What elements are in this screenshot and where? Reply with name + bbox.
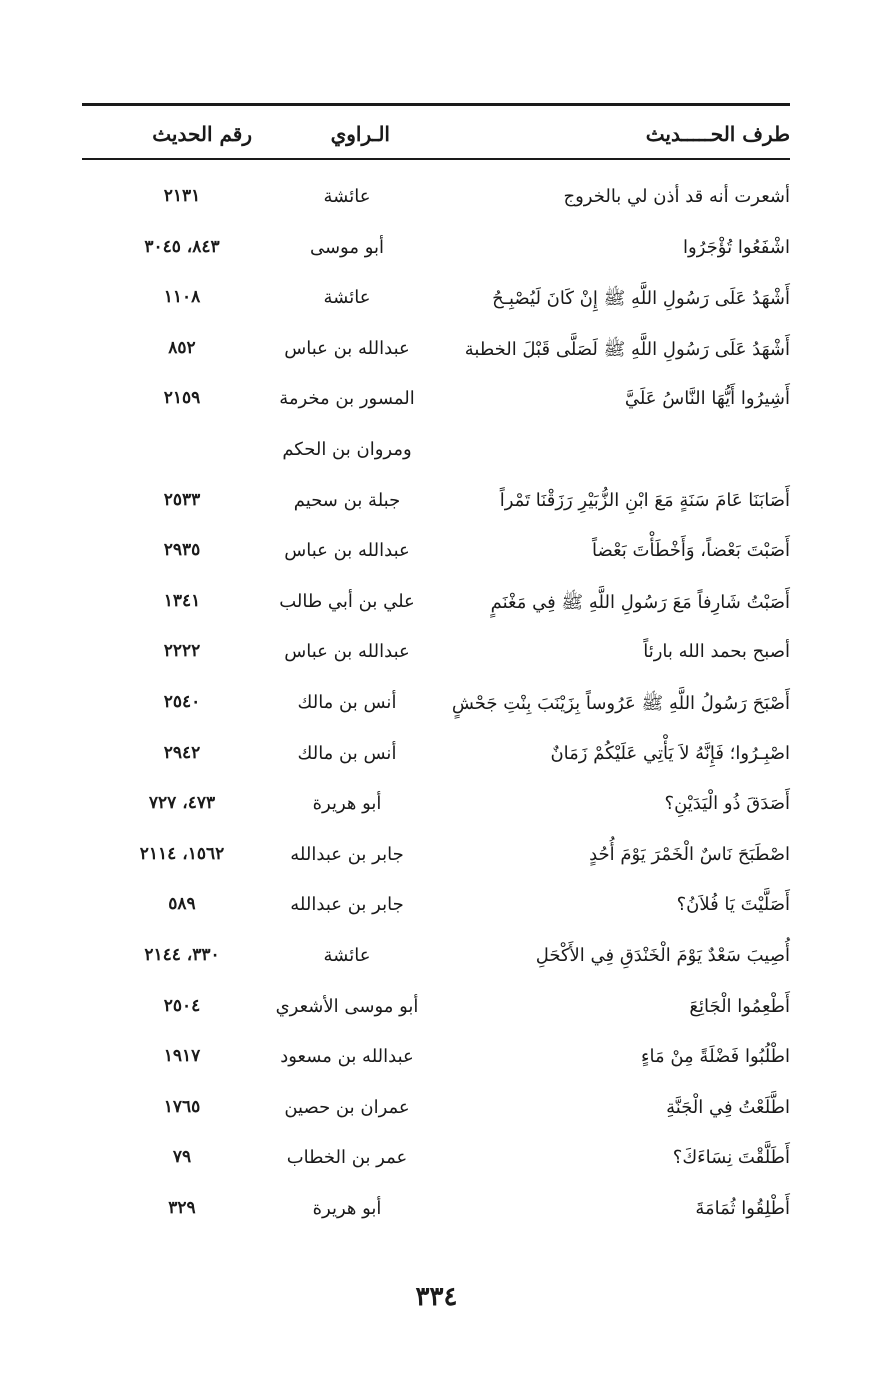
hadith-text: اطْلُبُوا فَضْلَةً مِنْ مَاءٍ bbox=[641, 1046, 790, 1068]
hadith-text: أَصَلَّيْتَ يَا فُلاَنُ؟ bbox=[676, 894, 790, 916]
table-row bbox=[82, 935, 790, 986]
narrator: جابر بن عبدالله bbox=[290, 843, 404, 865]
hadith-number: ٤٧٣، ٧٢٧ bbox=[148, 793, 216, 814]
narrator: أبو موسى الأشعري bbox=[275, 995, 419, 1017]
narrator: جابر بن عبدالله bbox=[290, 894, 404, 916]
table-row bbox=[82, 581, 790, 632]
narrator: أبو موسى bbox=[309, 236, 385, 258]
top-rule bbox=[82, 103, 790, 106]
table-row bbox=[82, 480, 790, 531]
hadith-number: ٢٩٤٢ bbox=[163, 742, 201, 763]
table-row bbox=[82, 682, 790, 733]
hadith-text: أَشْهَدُ عَلَى رَسُولِ اللَّهِ ﷺ إِنْ كَانَ لَيُصْبِـحُ bbox=[492, 288, 790, 310]
table-row bbox=[82, 1036, 790, 1087]
hadith-text: أَطْعِمُوا الْجَائِعَ bbox=[689, 995, 790, 1017]
table-row bbox=[82, 1137, 790, 1188]
hadith-number: ٢٩٣٥ bbox=[163, 540, 201, 561]
narrator: عبدالله بن عباس bbox=[284, 540, 410, 562]
page-number: ٣٣٤ bbox=[415, 1282, 458, 1312]
hadith-index-table bbox=[82, 176, 790, 1238]
narrator: علي بن أبي طالب bbox=[279, 590, 415, 612]
table-row bbox=[82, 986, 790, 1037]
hadith-number: ١١٠٨ bbox=[163, 287, 201, 308]
hadith-number: ١٣٤١ bbox=[163, 590, 201, 611]
table-row bbox=[82, 783, 790, 834]
hadith-number: ٢١٥٩ bbox=[163, 388, 201, 409]
hadith-text: أصبح بحمد الله بارئاً bbox=[643, 641, 790, 663]
table-row bbox=[82, 1087, 790, 1138]
hadith-text: أَشِيرُوا أَيُّهَا النَّاسُ عَلَيَّ bbox=[624, 388, 790, 410]
table-row bbox=[82, 277, 790, 328]
hadith-text: أَطْلِقُوا ثُمَامَةَ bbox=[695, 1197, 790, 1219]
hadith-number: ٣٢٩ bbox=[168, 1197, 196, 1218]
header-number: رقم الحديث bbox=[152, 122, 252, 146]
header-hadith: طرف الحـــــديث bbox=[645, 122, 790, 146]
hadith-number: ١٧٦٥ bbox=[163, 1096, 201, 1117]
table-row bbox=[82, 1188, 790, 1239]
hadith-text: أُصِيبَ سَعْدٌ يَوْمَ الْخَنْدَقِ فِي الأَكْحَلِ bbox=[535, 944, 790, 966]
hadith-text: اصْبِـرُوا؛ فَإِنَّهُ لاَ يَأْتِي عَلَيْكُمْ زَمَانٌ bbox=[550, 742, 790, 764]
narrator: عمر بن الخطاب bbox=[286, 1147, 408, 1169]
header-rule bbox=[82, 158, 790, 160]
hadith-text: أَصَدَقَ ذُو الْيَدَيْنِ؟ bbox=[664, 793, 790, 815]
hadith-text: اشْفَعُوا تُؤْجَرُوا bbox=[683, 236, 790, 258]
narrator: أنس بن مالك bbox=[297, 691, 397, 713]
hadith-number: ٥٨٩ bbox=[168, 894, 196, 915]
narrator: عبدالله بن مسعود bbox=[280, 1046, 414, 1068]
hadith-number: ٢٢٢٢ bbox=[163, 641, 201, 662]
hadith-text: أَصَابَنَا عَامَ سَنَةٍ مَعَ ابْنِ الزُّبَيْرِ رَزَقْنَا تَمْراً bbox=[499, 489, 790, 511]
table-row bbox=[82, 733, 790, 784]
hadith-number: ٨٤٣، ٣٠٤٥ bbox=[144, 236, 220, 257]
hadith-text: أَطَلَّقْتَ نِسَاءَكَ؟ bbox=[672, 1147, 790, 1169]
hadith-text: أشعرت أنه قد أذن لي بالخروج bbox=[563, 186, 790, 207]
table-header bbox=[82, 112, 790, 156]
narrator: المسور بن مخرمة bbox=[279, 388, 415, 410]
narrator: عمران بن حصين bbox=[284, 1096, 410, 1118]
hadith-number: ٨٥٢ bbox=[168, 337, 196, 358]
narrator: عبدالله بن عباس bbox=[284, 337, 410, 359]
table-row bbox=[82, 429, 790, 480]
narrator: أبو هريرة bbox=[312, 1197, 382, 1219]
table-row bbox=[82, 631, 790, 682]
hadith-text: أَشْهَدُ عَلَى رَسُولِ اللَّهِ ﷺ لَصَلَّى قَبْلَ الخطبة bbox=[464, 338, 790, 360]
hadith-number: ٢٥٤٠ bbox=[163, 691, 201, 712]
header-rawi: الـراوي bbox=[330, 122, 390, 146]
hadith-number: ٢٥٠٤ bbox=[163, 995, 201, 1016]
hadith-number: ١٩١٧ bbox=[163, 1046, 201, 1067]
table-row bbox=[82, 176, 790, 227]
hadith-number: ٢٥٣٣ bbox=[163, 489, 201, 510]
hadith-number: ٧٩ bbox=[172, 1147, 192, 1168]
hadith-text: أَصَبْتَ بَعْضاً، وَأَخْطَأْتَ بَعْضاً bbox=[592, 540, 790, 562]
table-row bbox=[82, 227, 790, 278]
narrator: أبو هريرة bbox=[312, 793, 382, 815]
narrator: جبلة بن سحيم bbox=[293, 489, 401, 511]
narrator: عبدالله بن عباس bbox=[284, 641, 410, 663]
hadith-text: اطَّلَعْتُ فِي الْجَنَّةِ bbox=[666, 1096, 790, 1118]
hadith-text: اصْطَبَحَ نَاسٌ الْخَمْرَ يَوْمَ أُحُدٍ bbox=[589, 843, 790, 865]
table-row bbox=[82, 378, 790, 429]
table-row bbox=[82, 328, 790, 379]
hadith-text: أَصَبْتُ شَارِفاً مَعَ رَسُولِ اللَّهِ ﷺ فِي مَغْنَمٍ bbox=[490, 591, 790, 613]
table-row bbox=[82, 884, 790, 935]
hadith-number: ١٥٦٢، ٢١١٤ bbox=[139, 843, 225, 864]
narrator: أنس بن مالك bbox=[297, 742, 397, 764]
narrator: عائشة bbox=[323, 186, 371, 207]
narrator: عائشة bbox=[323, 287, 371, 309]
hadith-number: ٢١٣١ bbox=[163, 186, 201, 206]
table-row bbox=[82, 834, 790, 885]
narrator: ومروان بن الحكم bbox=[282, 438, 412, 460]
hadith-text: أَصْبَحَ رَسُولُ اللَّهِ ﷺ عَرُوساً بِزَيْنَبَ بِنْتِ جَحْشٍ bbox=[451, 692, 790, 714]
table-row bbox=[82, 530, 790, 581]
narrator: عائشة bbox=[323, 944, 371, 966]
hadith-number: ٣٣٠، ٢١٤٤ bbox=[144, 944, 220, 965]
